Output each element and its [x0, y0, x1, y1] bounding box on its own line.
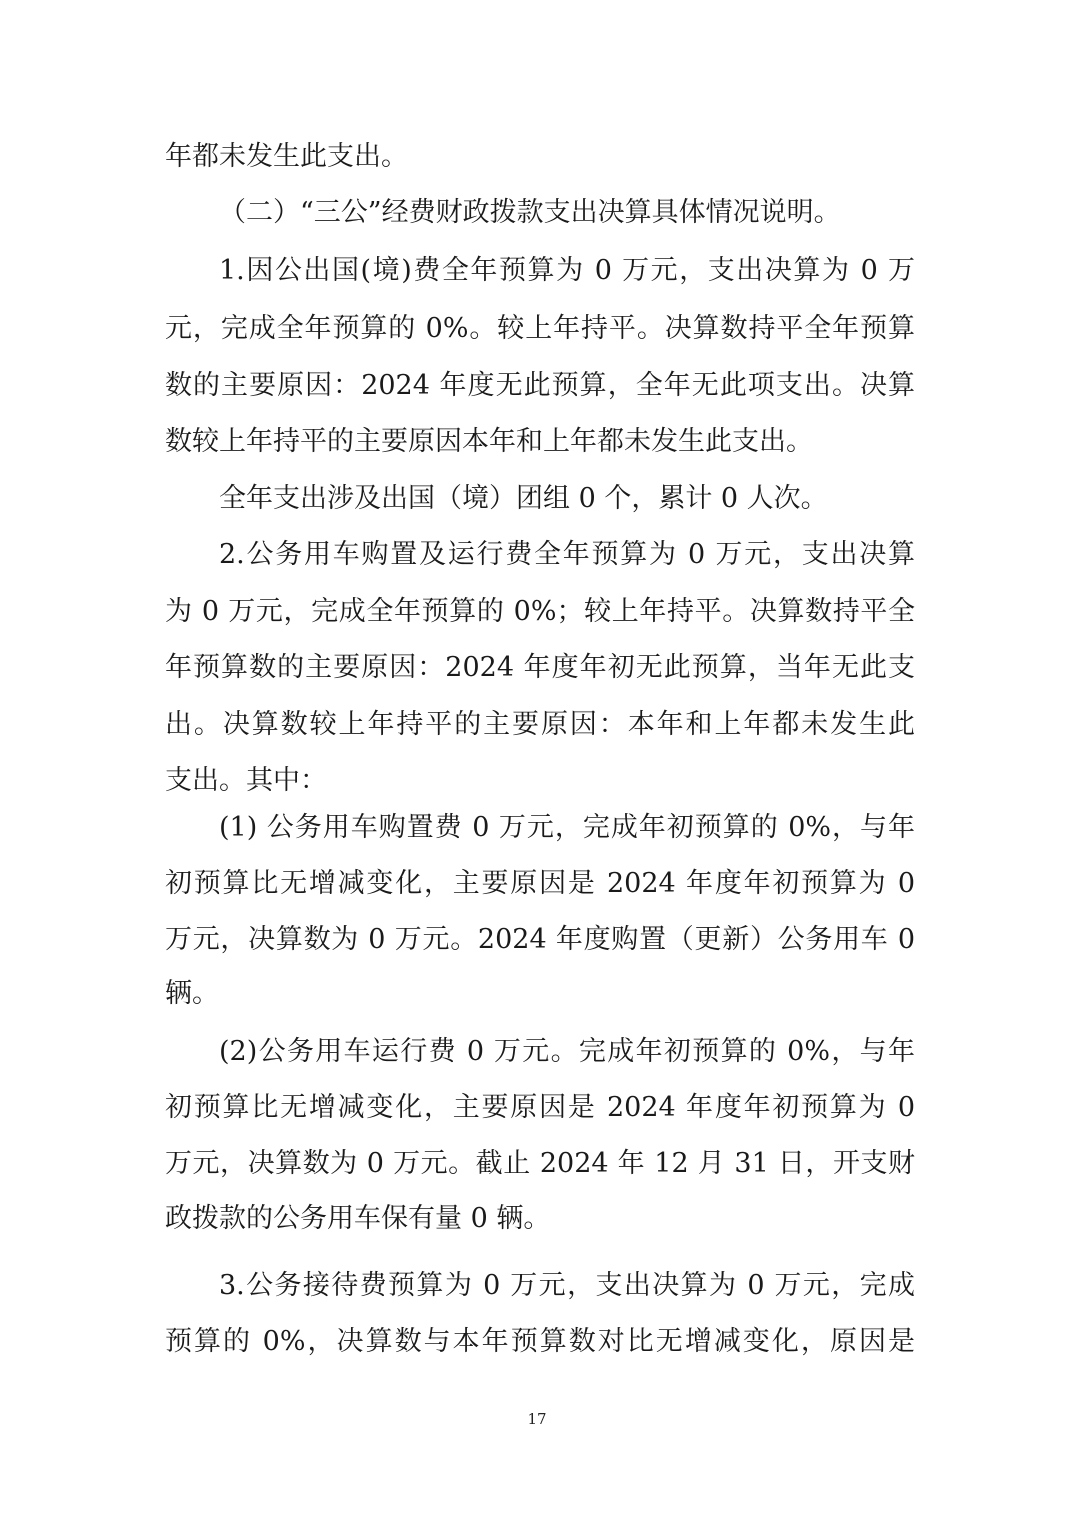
text-line-21: 3.公务接待费预算为 0 万元，支出决算为 0 万元，完成	[219, 1270, 915, 1301]
text-line-19: 万元，决算数为 0 万元。截止 2024 年 12 月 31 日，开支财	[165, 1148, 915, 1179]
page-number: 17	[527, 1410, 547, 1428]
text-line-6: 数较上年持平的主要原因本年和上年都未发生此支出。	[165, 426, 813, 457]
text-line-5: 数的主要原因：2024 年度无此预算，全年无此项支出。决算	[165, 370, 915, 401]
text-line-20: 政拨款的公务用车保有量 0 辆。	[165, 1203, 551, 1234]
text-line-1: 年都未发生此支出。	[165, 141, 408, 172]
text-line-7: 全年支出涉及出国（境）团组 0 个，累计 0 人次。	[219, 483, 828, 514]
text-line-22: 预算的 0%，决算数与本年预算数对比无增减变化，原因是	[165, 1326, 915, 1357]
text-line-13: (1) 公务用车购置费 0 万元，完成年初预算的 0%，与年	[219, 812, 915, 843]
text-line-4: 元，完成全年预算的 0%。较上年持平。决算数持平全年预算	[165, 313, 915, 344]
text-line-12: 支出。其中：	[165, 765, 327, 796]
text-line-11: 出。决算数较上年持平的主要原因：本年和上年都未发生此	[165, 709, 915, 740]
text-line-3: 1.因公出国(境)费全年预算为 0 万元，支出决算为 0 万	[219, 255, 915, 286]
text-line-9: 为 0 万元，完成全年预算的 0%；较上年持平。决算数持平全	[165, 596, 915, 627]
text-line-8: 2.公务用车购置及运行费全年预算为 0 万元，支出决算	[219, 539, 915, 570]
text-line-17: (2)公务用车运行费 0 万元。完成年初预算的 0%，与年	[219, 1036, 915, 1067]
text-line-10: 年预算数的主要原因：2024 年度年初无此预算，当年无此支	[165, 652, 915, 683]
section-heading: （二）“三公”经费财政拨款支出决算具体情况说明。	[219, 197, 841, 228]
text-line-14: 初预算比无增减变化，主要原因是 2024 年度年初预算为 0	[165, 868, 915, 899]
text-line-16: 辆。	[165, 978, 219, 1009]
text-line-18: 初预算比无增减变化，主要原因是 2024 年度年初预算为 0	[165, 1092, 915, 1123]
text-line-15: 万元，决算数为 0 万元。2024 年度购置（更新）公务用车 0	[165, 924, 915, 955]
